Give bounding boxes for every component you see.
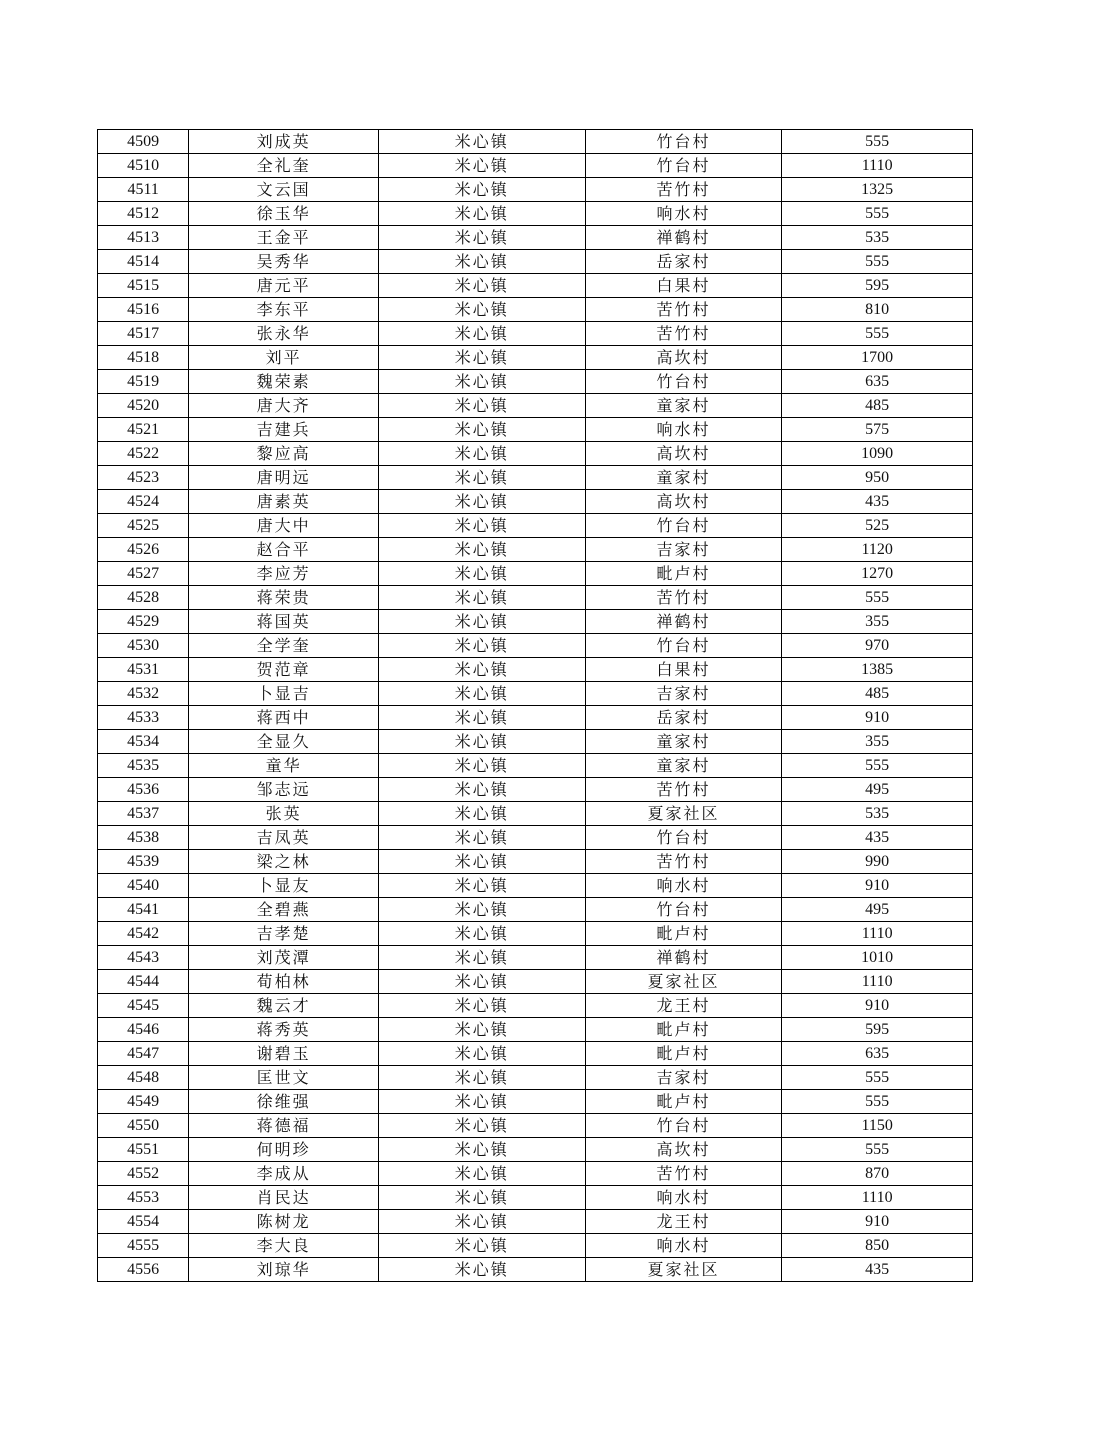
- village-cell: 苦竹村: [585, 778, 782, 802]
- village-cell: 禅鹤村: [585, 226, 782, 250]
- table-row: [98, 634, 973, 658]
- amount-cell: 910: [782, 874, 973, 898]
- row-number-cell: 4552: [98, 1162, 189, 1186]
- table-row: [98, 682, 973, 706]
- amount-cell: 635: [782, 370, 973, 394]
- name-cell: 文云国: [189, 178, 379, 202]
- table-row: [98, 562, 973, 586]
- row-number-cell: 4539: [98, 850, 189, 874]
- table-row: [98, 994, 973, 1018]
- village-cell: 白果村: [585, 658, 782, 682]
- amount-cell: 1110: [782, 154, 973, 178]
- table-row: [98, 1210, 973, 1234]
- town-cell: 米心镇: [378, 250, 585, 274]
- name-cell: 赵合平: [189, 538, 379, 562]
- town-cell: 米心镇: [378, 490, 585, 514]
- town-cell: 米心镇: [378, 562, 585, 586]
- name-cell: 卜显吉: [189, 682, 379, 706]
- name-cell: 唐大齐: [189, 394, 379, 418]
- town-cell: 米心镇: [378, 682, 585, 706]
- town-cell: 米心镇: [378, 370, 585, 394]
- table-row: [98, 1162, 973, 1186]
- amount-cell: 990: [782, 850, 973, 874]
- row-number-cell: 4514: [98, 250, 189, 274]
- row-number-cell: 4523: [98, 466, 189, 490]
- name-cell: 吉建兵: [189, 418, 379, 442]
- village-cell: 苦竹村: [585, 298, 782, 322]
- village-cell: 吉家村: [585, 682, 782, 706]
- town-cell: 米心镇: [378, 874, 585, 898]
- table-row: [98, 466, 973, 490]
- name-cell: 张永华: [189, 322, 379, 346]
- town-cell: 米心镇: [378, 754, 585, 778]
- row-number-cell: 4549: [98, 1090, 189, 1114]
- amount-cell: 1270: [782, 562, 973, 586]
- row-number-cell: 4510: [98, 154, 189, 178]
- amount-cell: 1325: [782, 178, 973, 202]
- village-cell: 毗卢村: [585, 562, 782, 586]
- row-number-cell: 4554: [98, 1210, 189, 1234]
- village-cell: 童家村: [585, 394, 782, 418]
- table-row: [98, 250, 973, 274]
- village-cell: 竹台村: [585, 370, 782, 394]
- village-cell: 苦竹村: [585, 850, 782, 874]
- table-row: [98, 754, 973, 778]
- town-cell: 米心镇: [378, 922, 585, 946]
- amount-cell: 595: [782, 274, 973, 298]
- town-cell: 米心镇: [378, 946, 585, 970]
- row-number-cell: 4532: [98, 682, 189, 706]
- name-cell: 王金平: [189, 226, 379, 250]
- table-row: [98, 346, 973, 370]
- name-cell: 全碧燕: [189, 898, 379, 922]
- name-cell: 蒋国英: [189, 610, 379, 634]
- row-number-cell: 4513: [98, 226, 189, 250]
- town-cell: 米心镇: [378, 1210, 585, 1234]
- village-cell: 高坎村: [585, 346, 782, 370]
- row-number-cell: 4509: [98, 130, 189, 154]
- town-cell: 米心镇: [378, 322, 585, 346]
- amount-cell: 555: [782, 754, 973, 778]
- table-row: [98, 442, 973, 466]
- row-number-cell: 4525: [98, 514, 189, 538]
- name-cell: 唐素英: [189, 490, 379, 514]
- village-cell: 竹台村: [585, 898, 782, 922]
- town-cell: 米心镇: [378, 226, 585, 250]
- row-number-cell: 4511: [98, 178, 189, 202]
- town-cell: 米心镇: [378, 898, 585, 922]
- village-cell: 禅鹤村: [585, 946, 782, 970]
- table-row: [98, 322, 973, 346]
- village-cell: 苦竹村: [585, 1162, 782, 1186]
- name-cell: 蒋荣贵: [189, 586, 379, 610]
- row-number-cell: 4529: [98, 610, 189, 634]
- table-row: [98, 130, 973, 154]
- amount-cell: 1385: [782, 658, 973, 682]
- row-number-cell: 4546: [98, 1018, 189, 1042]
- name-cell: 刘茂潭: [189, 946, 379, 970]
- village-cell: 响水村: [585, 418, 782, 442]
- row-number-cell: 4520: [98, 394, 189, 418]
- village-cell: 高坎村: [585, 442, 782, 466]
- row-number-cell: 4543: [98, 946, 189, 970]
- name-cell: 陈树龙: [189, 1210, 379, 1234]
- village-cell: 竹台村: [585, 634, 782, 658]
- amount-cell: 575: [782, 418, 973, 442]
- roster-table-body: [98, 130, 973, 1282]
- amount-cell: 435: [782, 490, 973, 514]
- town-cell: 米心镇: [378, 730, 585, 754]
- row-number-cell: 4533: [98, 706, 189, 730]
- town-cell: 米心镇: [378, 178, 585, 202]
- amount-cell: 555: [782, 1138, 973, 1162]
- row-number-cell: 4516: [98, 298, 189, 322]
- village-cell: 苦竹村: [585, 178, 782, 202]
- amount-cell: 485: [782, 394, 973, 418]
- table-row: [98, 658, 973, 682]
- table-row: [98, 706, 973, 730]
- name-cell: 蒋德福: [189, 1114, 379, 1138]
- village-cell: 岳家村: [585, 250, 782, 274]
- table-row: [98, 898, 973, 922]
- village-cell: 高坎村: [585, 1138, 782, 1162]
- amount-cell: 1120: [782, 538, 973, 562]
- table-row: [98, 1138, 973, 1162]
- name-cell: 全显久: [189, 730, 379, 754]
- amount-cell: 850: [782, 1234, 973, 1258]
- town-cell: 米心镇: [378, 1042, 585, 1066]
- row-number-cell: 4548: [98, 1066, 189, 1090]
- table-row: [98, 586, 973, 610]
- village-cell: 白果村: [585, 274, 782, 298]
- town-cell: 米心镇: [378, 706, 585, 730]
- row-number-cell: 4556: [98, 1258, 189, 1282]
- row-number-cell: 4540: [98, 874, 189, 898]
- town-cell: 米心镇: [378, 634, 585, 658]
- table-row: [98, 802, 973, 826]
- village-cell: 苦竹村: [585, 586, 782, 610]
- name-cell: 卜显友: [189, 874, 379, 898]
- village-cell: 夏家社区: [585, 970, 782, 994]
- name-cell: 谢碧玉: [189, 1042, 379, 1066]
- town-cell: 米心镇: [378, 514, 585, 538]
- table-row: [98, 874, 973, 898]
- town-cell: 米心镇: [378, 1162, 585, 1186]
- table-row: [98, 946, 973, 970]
- amount-cell: 555: [782, 322, 973, 346]
- village-cell: 竹台村: [585, 826, 782, 850]
- village-cell: 毗卢村: [585, 1042, 782, 1066]
- town-cell: 米心镇: [378, 1114, 585, 1138]
- amount-cell: 355: [782, 610, 973, 634]
- village-cell: 响水村: [585, 1234, 782, 1258]
- town-cell: 米心镇: [378, 130, 585, 154]
- table-row: [98, 370, 973, 394]
- village-cell: 竹台村: [585, 154, 782, 178]
- village-cell: 吉家村: [585, 538, 782, 562]
- name-cell: 徐玉华: [189, 202, 379, 226]
- village-cell: 毗卢村: [585, 1018, 782, 1042]
- village-cell: 毗卢村: [585, 922, 782, 946]
- town-cell: 米心镇: [378, 1090, 585, 1114]
- amount-cell: 950: [782, 466, 973, 490]
- amount-cell: 555: [782, 586, 973, 610]
- town-cell: 米心镇: [378, 970, 585, 994]
- town-cell: 米心镇: [378, 274, 585, 298]
- name-cell: 唐明远: [189, 466, 379, 490]
- town-cell: 米心镇: [378, 1258, 585, 1282]
- table-row: [98, 490, 973, 514]
- town-cell: 米心镇: [378, 202, 585, 226]
- row-number-cell: 4531: [98, 658, 189, 682]
- table-row: [98, 826, 973, 850]
- row-number-cell: 4545: [98, 994, 189, 1018]
- row-number-cell: 4538: [98, 826, 189, 850]
- table-row: [98, 1186, 973, 1210]
- row-number-cell: 4547: [98, 1042, 189, 1066]
- village-cell: 响水村: [585, 202, 782, 226]
- amount-cell: 485: [782, 682, 973, 706]
- row-number-cell: 4550: [98, 1114, 189, 1138]
- table-row: [98, 514, 973, 538]
- town-cell: 米心镇: [378, 1018, 585, 1042]
- row-number-cell: 4522: [98, 442, 189, 466]
- town-cell: 米心镇: [378, 298, 585, 322]
- amount-cell: 555: [782, 130, 973, 154]
- village-cell: 吉家村: [585, 1066, 782, 1090]
- row-number-cell: 4555: [98, 1234, 189, 1258]
- town-cell: 米心镇: [378, 610, 585, 634]
- village-cell: 高坎村: [585, 490, 782, 514]
- name-cell: 吉凤英: [189, 826, 379, 850]
- row-number-cell: 4535: [98, 754, 189, 778]
- amount-cell: 595: [782, 1018, 973, 1042]
- table-row: [98, 154, 973, 178]
- amount-cell: 910: [782, 1210, 973, 1234]
- amount-cell: 1700: [782, 346, 973, 370]
- town-cell: 米心镇: [378, 1234, 585, 1258]
- town-cell: 米心镇: [378, 538, 585, 562]
- name-cell: 蒋秀英: [189, 1018, 379, 1042]
- roster-table: [97, 129, 973, 1282]
- table-row: [98, 1258, 973, 1282]
- village-cell: 龙王村: [585, 1210, 782, 1234]
- row-number-cell: 4542: [98, 922, 189, 946]
- village-cell: 毗卢村: [585, 1090, 782, 1114]
- amount-cell: 870: [782, 1162, 973, 1186]
- amount-cell: 355: [782, 730, 973, 754]
- name-cell: 魏云才: [189, 994, 379, 1018]
- name-cell: 吉孝楚: [189, 922, 379, 946]
- table-row: [98, 178, 973, 202]
- town-cell: 米心镇: [378, 586, 585, 610]
- row-number-cell: 4517: [98, 322, 189, 346]
- town-cell: 米心镇: [378, 826, 585, 850]
- town-cell: 米心镇: [378, 994, 585, 1018]
- village-cell: 竹台村: [585, 514, 782, 538]
- town-cell: 米心镇: [378, 1066, 585, 1090]
- town-cell: 米心镇: [378, 802, 585, 826]
- amount-cell: 555: [782, 202, 973, 226]
- amount-cell: 810: [782, 298, 973, 322]
- name-cell: 徐维强: [189, 1090, 379, 1114]
- village-cell: 响水村: [585, 1186, 782, 1210]
- village-cell: 苦竹村: [585, 322, 782, 346]
- amount-cell: 535: [782, 226, 973, 250]
- name-cell: 全礼奎: [189, 154, 379, 178]
- row-number-cell: 4515: [98, 274, 189, 298]
- village-cell: 竹台村: [585, 1114, 782, 1138]
- row-number-cell: 4553: [98, 1186, 189, 1210]
- village-cell: 童家村: [585, 754, 782, 778]
- row-number-cell: 4518: [98, 346, 189, 370]
- town-cell: 米心镇: [378, 1186, 585, 1210]
- town-cell: 米心镇: [378, 154, 585, 178]
- name-cell: 邹志远: [189, 778, 379, 802]
- row-number-cell: 4530: [98, 634, 189, 658]
- name-cell: 刘成英: [189, 130, 379, 154]
- table-row: [98, 970, 973, 994]
- row-number-cell: 4512: [98, 202, 189, 226]
- amount-cell: 1110: [782, 922, 973, 946]
- name-cell: 匡世文: [189, 1066, 379, 1090]
- amount-cell: 555: [782, 250, 973, 274]
- village-cell: 响水村: [585, 874, 782, 898]
- amount-cell: 525: [782, 514, 973, 538]
- amount-cell: 435: [782, 826, 973, 850]
- amount-cell: 495: [782, 778, 973, 802]
- amount-cell: 635: [782, 1042, 973, 1066]
- table-row: [98, 850, 973, 874]
- town-cell: 米心镇: [378, 1138, 585, 1162]
- name-cell: 刘平: [189, 346, 379, 370]
- row-number-cell: 4551: [98, 1138, 189, 1162]
- name-cell: 肖民达: [189, 1186, 379, 1210]
- row-number-cell: 4521: [98, 418, 189, 442]
- village-cell: 夏家社区: [585, 802, 782, 826]
- name-cell: 李东平: [189, 298, 379, 322]
- name-cell: 吴秀华: [189, 250, 379, 274]
- table-row: [98, 730, 973, 754]
- table-row: [98, 1090, 973, 1114]
- amount-cell: 435: [782, 1258, 973, 1282]
- town-cell: 米心镇: [378, 346, 585, 370]
- row-number-cell: 4534: [98, 730, 189, 754]
- table-row: [98, 418, 973, 442]
- amount-cell: 535: [782, 802, 973, 826]
- village-cell: 龙王村: [585, 994, 782, 1018]
- name-cell: 唐元平: [189, 274, 379, 298]
- town-cell: 米心镇: [378, 394, 585, 418]
- table-row: [98, 202, 973, 226]
- table-row: [98, 778, 973, 802]
- name-cell: 魏荣素: [189, 370, 379, 394]
- row-number-cell: 4519: [98, 370, 189, 394]
- row-number-cell: 4537: [98, 802, 189, 826]
- name-cell: 李应芳: [189, 562, 379, 586]
- village-cell: 童家村: [585, 466, 782, 490]
- town-cell: 米心镇: [378, 658, 585, 682]
- name-cell: 刘琼华: [189, 1258, 379, 1282]
- table-row: [98, 1066, 973, 1090]
- name-cell: 贺范章: [189, 658, 379, 682]
- name-cell: 李大良: [189, 1234, 379, 1258]
- village-cell: 禅鹤村: [585, 610, 782, 634]
- name-cell: 张英: [189, 802, 379, 826]
- row-number-cell: 4544: [98, 970, 189, 994]
- name-cell: 全学奎: [189, 634, 379, 658]
- row-number-cell: 4524: [98, 490, 189, 514]
- amount-cell: 555: [782, 1066, 973, 1090]
- row-number-cell: 4536: [98, 778, 189, 802]
- amount-cell: 1110: [782, 970, 973, 994]
- amount-cell: 495: [782, 898, 973, 922]
- table-row: [98, 274, 973, 298]
- town-cell: 米心镇: [378, 418, 585, 442]
- town-cell: 米心镇: [378, 778, 585, 802]
- amount-cell: 555: [782, 1090, 973, 1114]
- table-row: [98, 922, 973, 946]
- town-cell: 米心镇: [378, 442, 585, 466]
- name-cell: 黎应高: [189, 442, 379, 466]
- amount-cell: 910: [782, 706, 973, 730]
- name-cell: 蒋西中: [189, 706, 379, 730]
- table-row: [98, 298, 973, 322]
- amount-cell: 910: [782, 994, 973, 1018]
- village-cell: 童家村: [585, 730, 782, 754]
- table-row: [98, 538, 973, 562]
- table-row: [98, 226, 973, 250]
- table-row: [98, 394, 973, 418]
- table-row: [98, 1042, 973, 1066]
- table-row: [98, 610, 973, 634]
- row-number-cell: 4527: [98, 562, 189, 586]
- village-cell: 岳家村: [585, 706, 782, 730]
- amount-cell: 1090: [782, 442, 973, 466]
- row-number-cell: 4541: [98, 898, 189, 922]
- name-cell: 荀柏林: [189, 970, 379, 994]
- amount-cell: 1110: [782, 1186, 973, 1210]
- amount-cell: 970: [782, 634, 973, 658]
- table-row: [98, 1234, 973, 1258]
- name-cell: 何明珍: [189, 1138, 379, 1162]
- town-cell: 米心镇: [378, 850, 585, 874]
- amount-cell: 1150: [782, 1114, 973, 1138]
- name-cell: 梁之林: [189, 850, 379, 874]
- row-number-cell: 4528: [98, 586, 189, 610]
- row-number-cell: 4526: [98, 538, 189, 562]
- amount-cell: 1010: [782, 946, 973, 970]
- name-cell: 李成从: [189, 1162, 379, 1186]
- table-row: [98, 1114, 973, 1138]
- town-cell: 米心镇: [378, 466, 585, 490]
- table-row: [98, 1018, 973, 1042]
- name-cell: 唐大中: [189, 514, 379, 538]
- name-cell: 童华: [189, 754, 379, 778]
- village-cell: 夏家社区: [585, 1258, 782, 1282]
- village-cell: 竹台村: [585, 130, 782, 154]
